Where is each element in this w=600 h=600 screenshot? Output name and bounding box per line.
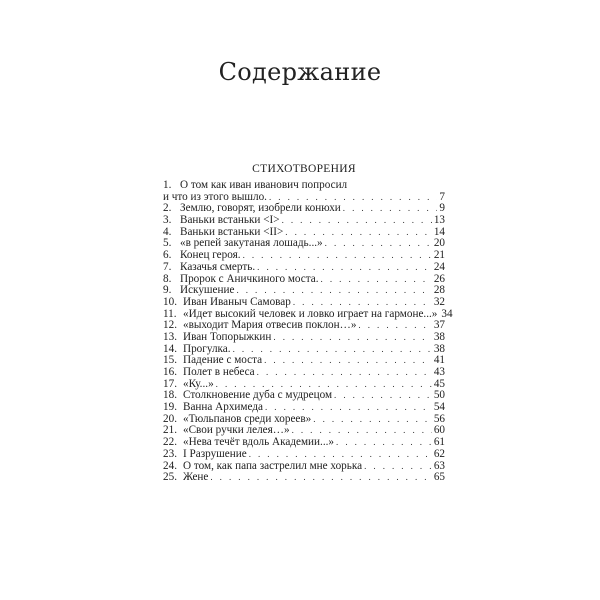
entry-title: «Идет высокий человек и ловко играет на гармоне...» — [183, 307, 438, 320]
entry-page: 20 — [433, 237, 445, 250]
entry-page: 7 — [439, 190, 445, 203]
entry-number: 13. — [163, 330, 177, 343]
entry-title: Иван Топорыжкин — [183, 330, 272, 343]
entry-number: 8. — [163, 272, 172, 285]
entry-title-continuation: и что из этого вышло. — [163, 190, 267, 203]
toc-entry — [163, 215, 445, 227]
dot-leader — [243, 250, 432, 262]
entry-title: Конец героя. — [180, 249, 241, 262]
entry-number: 6. — [163, 249, 172, 262]
entry-number: 10. — [163, 295, 177, 308]
toc-entry — [163, 472, 445, 484]
entry-page: 13 — [433, 214, 445, 227]
toc-entry — [163, 262, 445, 274]
entry-title: Ваньки встаньки <I> — [180, 214, 280, 227]
entry-page: 34 — [441, 307, 453, 320]
page-title: Содержание — [218, 58, 382, 86]
entry-title: О том, как папа застрелил мне хорька — [183, 459, 363, 472]
entry-number: 20. — [163, 412, 177, 425]
entry-title: Жене — [183, 471, 209, 484]
entry-number: 9. — [163, 284, 172, 297]
entry-number: 21. — [163, 424, 177, 437]
entry-title: «Тюльпанов среди хореев» — [183, 412, 312, 425]
entry-page: 50 — [433, 389, 445, 402]
entry-number: 22. — [163, 436, 177, 449]
entry-title: «Ку...» — [183, 377, 214, 390]
entry-title: Землю, говорят, изобрели конюхи — [180, 202, 341, 215]
entry-page: 26 — [433, 272, 445, 285]
entry-title: «в репей закутаная лошадь...» — [180, 237, 323, 250]
entry-title: «выходит Мария отвесив поклон…» — [183, 319, 357, 332]
entry-number: 5. — [163, 237, 172, 250]
entry-page: 37 — [433, 319, 445, 332]
dot-leader — [313, 414, 432, 426]
entry-page: 43 — [433, 366, 445, 378]
entry-number: 14. — [163, 342, 177, 355]
toc-entry — [163, 332, 445, 344]
dot-leader — [264, 355, 432, 367]
entry-page: 21 — [433, 249, 445, 262]
entry-page: 24 — [433, 260, 445, 273]
section-heading: СТИХОТВОРЕНИЯ — [252, 163, 356, 175]
dot-leader — [265, 402, 432, 414]
entry-title: Иван Иваныч Самовар — [183, 295, 291, 308]
dot-leader — [334, 390, 432, 402]
entry-number: 3. — [163, 214, 172, 227]
dot-leader — [364, 461, 432, 473]
entry-number: 25. — [163, 471, 177, 484]
toc-entry — [163, 402, 445, 414]
entry-number: 11. — [163, 307, 177, 320]
dot-leader — [257, 367, 432, 379]
entry-page: 38 — [433, 330, 445, 343]
entry-title: Ваньки встаньки <II> — [180, 225, 284, 238]
entry-page: 9 — [439, 202, 445, 215]
dot-leader — [325, 238, 432, 250]
toc-entry — [163, 180, 445, 192]
entry-page: 62 — [433, 447, 445, 460]
entry-number: 4. — [163, 225, 172, 238]
entry-title: Пророк с Аничкиного моста. — [180, 272, 319, 285]
dot-leader — [249, 449, 432, 461]
dot-leader — [233, 344, 432, 356]
entry-number: 2. — [163, 202, 172, 215]
dot-leader — [273, 332, 431, 344]
entry-title: Полет в небеса — [183, 366, 255, 378]
entry-number: 17. — [163, 377, 177, 390]
entry-title: Ванна Архимеда — [183, 401, 263, 414]
entry-title: Столкновение дуба с мудрецом — [183, 389, 333, 402]
entry-number: 23. — [163, 447, 177, 460]
entry-page: 45 — [433, 377, 445, 390]
dot-leader — [343, 203, 438, 215]
entry-title: Прогулка. — [183, 342, 231, 355]
entry-number: 24. — [163, 459, 177, 472]
toc-entry — [163, 449, 445, 461]
entry-title: О том как иван иванович попросил — [180, 179, 348, 191]
dot-leader — [282, 215, 432, 227]
entry-title: Казачья смерть. — [180, 260, 256, 273]
entry-page: 65 — [433, 471, 445, 484]
entry-title: «Нева течёт вдоль Академии...» — [183, 436, 335, 449]
entry-page: 14 — [433, 225, 445, 238]
entry-number: 15. — [163, 354, 177, 367]
toc-entry — [163, 297, 445, 309]
entry-page: 56 — [433, 412, 445, 425]
entry-page: 38 — [433, 342, 445, 355]
table-of-contents — [163, 179, 453, 484]
entry-page: 54 — [433, 401, 445, 414]
entry-page: 63 — [433, 459, 445, 472]
entry-number: 18. — [163, 389, 177, 402]
entry-page: 41 — [433, 354, 445, 367]
entry-title: Падение с моста — [183, 354, 263, 367]
dot-leader — [293, 297, 432, 309]
dot-leader — [321, 274, 432, 286]
entry-number: 12. — [163, 319, 177, 332]
entry-number: 19. — [163, 401, 177, 414]
dot-leader — [358, 320, 431, 332]
toc-entry — [163, 367, 445, 379]
entry-page: 32 — [433, 295, 445, 308]
dot-leader — [210, 472, 431, 484]
entry-title: Искушение — [180, 284, 235, 297]
entry-number: 1. — [163, 179, 172, 191]
entry-title: I Разрушение — [183, 447, 247, 460]
entry-page: 28 — [433, 284, 445, 297]
dot-leader — [336, 437, 432, 449]
dot-leader — [257, 262, 432, 274]
entry-number: 7. — [163, 260, 172, 273]
entry-page: 60 — [433, 424, 445, 437]
entry-page: 61 — [433, 436, 445, 449]
entry-title: «Свои ручки лелея…» — [183, 424, 290, 437]
entry-number: 16. — [163, 366, 177, 378]
